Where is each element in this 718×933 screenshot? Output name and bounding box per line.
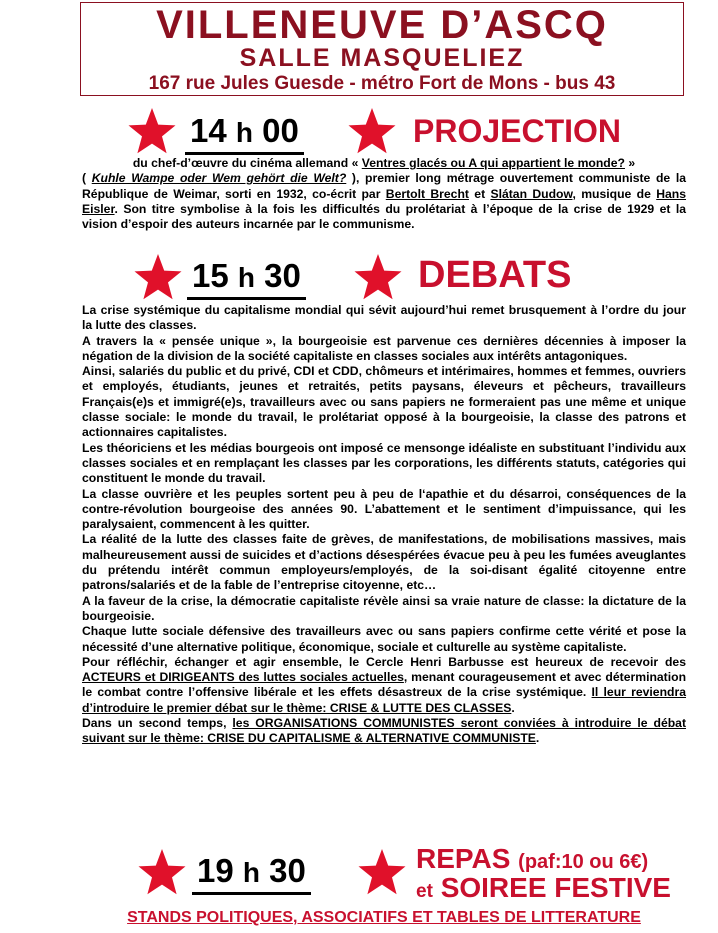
time-projection <box>185 112 304 155</box>
time-hour: 14 <box>190 112 227 149</box>
projection-description <box>82 156 686 232</box>
time-h: h <box>235 117 253 148</box>
second-debate-theme: les ORGANISATIONS COMMUNISTES seront conviées à introduire le débat suivant sur le thème: CRISE DU CAPITALISME & ALTERNATIVE COMMUNISTE <box>82 716 687 746</box>
star-icon <box>348 107 396 155</box>
film-title: Ventres glacés ou A qui appartient le monde? <box>361 156 625 170</box>
film-original-title: Kuhle Wampe oder Wem gehört die Welt? <box>91 171 347 186</box>
debats-paragraph: Ainsi, salariés du public et du privé, CDI et CDD, chômeurs et intérimaires, hommes et femmes, ouvriers et employés, étudiants, jeunes et retraités, petits paysans, éleveurs et pêcheurs, travailleurs Français(e)s et immigré(e)s, travailleurs avec ou sans papiers ne formeraient pas une même et unique classe sociale: le monde du travail, le prolétariat opposé à la bourgeoisie, la classe des patrons et actionnaires capitalistes. <box>82 364 686 440</box>
repas-label: REPAS <box>416 843 511 874</box>
header-box <box>80 2 684 96</box>
star-icon <box>354 253 402 301</box>
debats-paragraph-invitation: Pour réfléchir, échanger et agir ensemble, le Cercle Henri Barbusse est heureux de recevoir des ACTEURS et DIRIGEANTS des luttes sociales actuelles, menant courageusement et avec détermination le combat contre l’offensive libérale et les effets désastreux de la crise systémique. Il leur reviendra d’introduire le premier débat sur le thème: CRISE & LUTTE DES CLASSES. <box>82 654 687 715</box>
star-icon <box>128 107 176 155</box>
time-hour: 19 <box>197 852 234 889</box>
time-hour: 15 <box>192 257 229 294</box>
debats-text <box>82 303 686 747</box>
footer-stands: STANDS POLITIQUES, ASSOCIATIFS ET TABLES DE LITTERATURE <box>127 909 641 926</box>
time-debats <box>187 257 306 300</box>
time-minutes: 30 <box>269 852 306 889</box>
section-title-projection: PROJECTION <box>413 113 622 149</box>
star-icon <box>138 848 186 896</box>
author-brecht: Bertolt Brecht <box>385 186 469 201</box>
venue-name: SALLE MASQUELIEZ <box>239 44 525 72</box>
soiree-label: SOIREE FESTIVE <box>440 872 671 903</box>
debats-paragraph: La réalité de la lutte des classes faite de grèves, de manifestations, de mobilisations massives, mais malheureusement aussi de suicides et d’actions désespérées évacue peu à peu les fumées aveuglantes du prétendu intérêt commun employeurs/employés, de la soi-disant égalité citoyenne entre patrons/salariés et de la fable de l’entreprise citoyenne, etc… <box>82 532 686 593</box>
time-minutes: 00 <box>262 112 299 149</box>
debats-paragraph: La crise systémique du capitalisme mondial qui sévit aujourd’hui remet brusquement à l’ordre du jour la lutte des classes. <box>82 303 686 333</box>
page-title: VILLENEUVE D’ASCQ <box>156 3 608 47</box>
time-minutes: 30 <box>264 257 301 294</box>
venue-address: 167 rue Jules Guesde - métro Fort de Mons - bus 43 <box>148 73 616 94</box>
debats-paragraph: Chaque lutte sociale défensive des travailleurs avec ou sans papiers confirme cette vérité et pose la nécessité d’une alternative politique, économique, sociale et culturelle au système capitaliste. <box>82 624 686 654</box>
section-title-debats: DEBATS <box>418 254 572 296</box>
soiree-et: et <box>416 881 433 902</box>
star-icon <box>358 848 406 896</box>
repas-price: (paf:10 ou 6€) <box>518 851 649 873</box>
acteurs-highlight: ACTEURS et DIRIGEANTS des luttes sociales actuelles <box>82 670 404 685</box>
time-h: h <box>237 262 255 293</box>
time-h: h <box>242 857 260 888</box>
composer-eisler: Hans Eisler <box>82 186 687 216</box>
star-icon <box>134 253 182 301</box>
section-title-soiree <box>416 872 671 908</box>
debats-paragraph: A travers la « pensée unique », la bourgeoisie est parvenue ces dernières décennies à imposer la négation de la division de la société capitaliste en classes sociales aux intérêts antagoniques. <box>82 333 686 363</box>
author-dudow: Slátan Dudow <box>490 186 573 201</box>
debats-paragraph: La classe ouvrière et les peuples sortent peu à peu de l‘apathie et du désarroi, conséquences de la contre-révolution bourgeoise des années 90. L’abattement et le sentiment d’impuissance, qui les paralysaient, commencent à les quitter. <box>82 486 686 532</box>
projection-line-2: ( Kuhle Wampe oder Wem gehört die Welt? ), premier long métrage ouvertement communiste de la République de Weimar, sorti en 1932, co-écrit par Bertolt Brecht et Slátan Dudow, musique de Hans Eisler. Son titre symbolise à la fois les difficultés du prolétariat à l’époque de la crise de 1929 et la vision d’espoir des auteurs incarnée par le communisme. <box>82 171 687 232</box>
projection-line-1: du chef-d’œuvre du cinéma allemand « Ventres glacés ou A qui appartient le monde? » <box>132 156 636 170</box>
debats-paragraph: Les théoriciens et les médias bourgeois ont imposé ce mensonge idéaliste en substituant l’individu aux classes sociales et en remplaçant les classes par les corporations, les différents statuts, catégories qui constituent le monde du travail. <box>82 440 686 486</box>
time-repas <box>192 852 311 895</box>
debats-paragraph-second: Dans un second temps, les ORGANISATIONS COMMUNISTES seront conviées à introduire le débat suivant sur le thème: CRISE DU CAPITALISME & ALTERNATIVE COMMUNISTE. <box>82 716 687 746</box>
debats-paragraph: A la faveur de la crise, la démocratie capitaliste révèle ainsi sa vraie nature de classe: la dictature de la bourgeoisie. <box>82 593 686 623</box>
first-debate-theme: Il leur reviendra d’introduire le premier débat sur le thème: CRISE & LUTTE DES CLASSES <box>82 685 686 715</box>
